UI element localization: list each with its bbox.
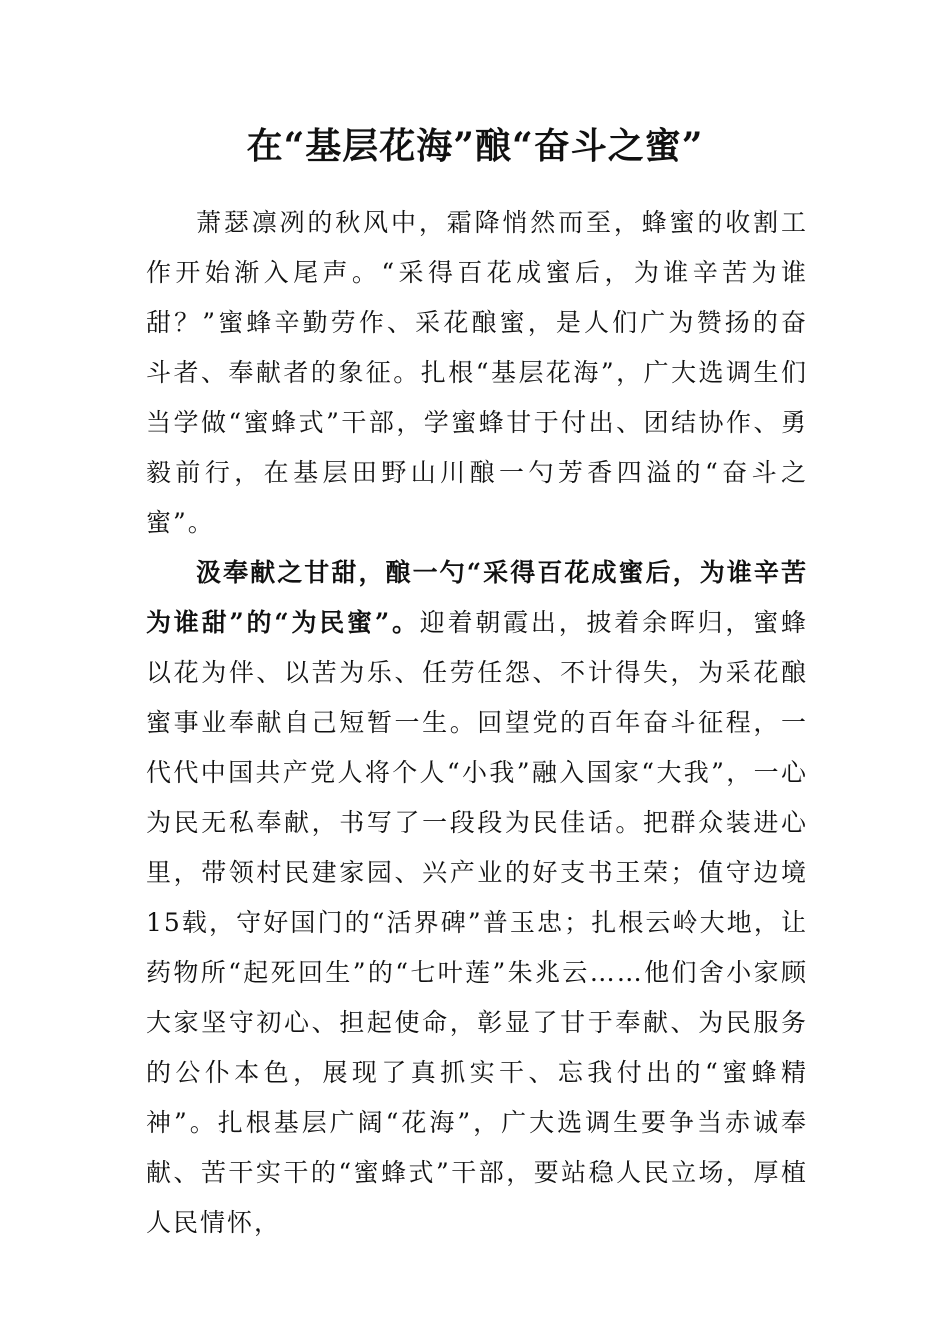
paragraph-intro (146, 198, 808, 548)
paragraph-dedication-lead: 汲奉献之甘甜，酿一勺“采得百花成蜜后，为谁辛苦为谁甜”的“为民蜜”。 (146, 558, 808, 637)
paragraph-intro-text: 萧瑟凛冽的秋风中，霜降悄然而至，蜂蜜的收割工作开始渐入尾声。“采得百花成蜜后，为谁辛苦为谁甜？”蜜蜂辛勤劳作、采花酿蜜，是人们广为赞扬的奋斗者、奉献者的象征。扎根“基层花海”，广大选调生们当学做“蜜蜂式”干部，学蜜蜂甘于付出、团结协作、勇毅前行，在基层田野山川酿一勺芳香四溢的“奋斗之蜜”。 (146, 208, 808, 537)
document-body (146, 198, 808, 1248)
paragraph-dedication (146, 548, 808, 1248)
paragraph-dedication-text: 迎着朝霞出，披着余晖归，蜜蜂以花为伴、以苦为乐、任劳任怨、不计得失，为采花酿蜜事业奉献自己短暂一生。回望党的百年奋斗征程，一代代中国共产党人将个人“小我”融入国家“大我”，一心为民无私奉献，书写了一段段为民佳话。把群众装进心里，带领村民建家园、兴产业的好支书王荣；值守边境15载，守好国门的“活界碑”普玉忠；扎根云岭大地，让药物所“起死回生”的“七叶莲”朱兆云……他们舍小家顾大家坚守初心、担起使命，彰显了甘于奉献、为民服务的公仆本色，展现了真抓实干、忘我付出的“蜜蜂精神”。扎根基层广阔“花海”，广大选调生要争当赤诚奉献、苦干实干的“蜜蜂式”干部，要站稳人民立场，厚植人民情怀， (146, 608, 809, 1237)
document-title: 在“基层花海”酿“奋斗之蜜” (246, 125, 704, 167)
